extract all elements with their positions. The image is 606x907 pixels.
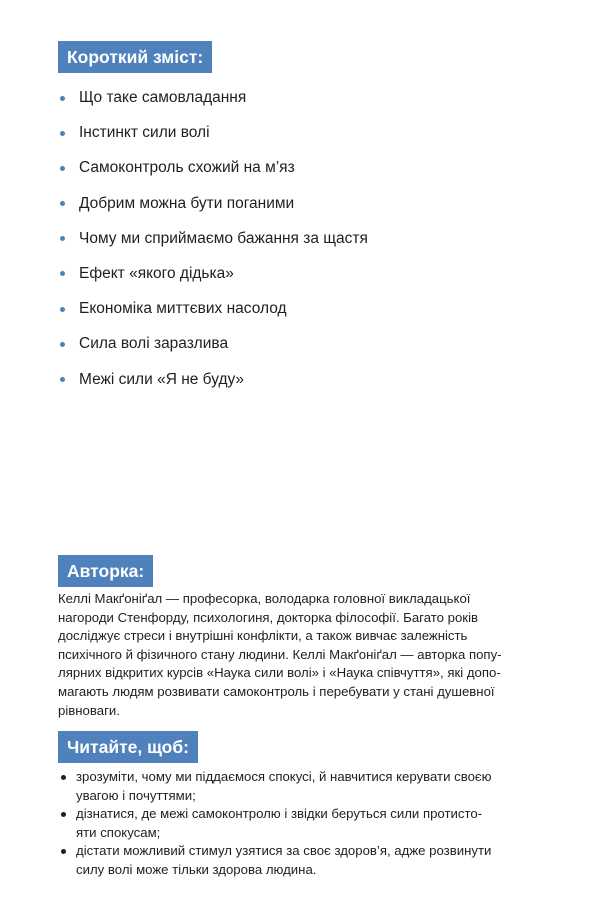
list-item	[60, 80, 368, 115]
author-text-line: нагороди Стенфорду, психологиня, докторка філософії. Багато років	[58, 609, 479, 625]
read-item-line: зрозуміти, чому ми піддаємося спокусі, й навчитися керувати своєю	[76, 769, 492, 784]
summary-list	[60, 80, 368, 397]
read-item-line: увагою і почуттями;	[76, 787, 196, 803]
author-text-line: психічного й фізичного стану людини. Келлі Макґоніґал — авторка попу-	[58, 646, 502, 662]
summary-item-label: Чому ми сприймаємо бажання за щастя	[79, 229, 368, 247]
read-item-line: дістати можливий стимул узятися за своє здоров’я, адже розвинути	[76, 843, 492, 859]
author-text-line: магають людям розвивати самоконтроль і перебувати у стані душевної	[58, 683, 495, 699]
bullet-icon	[60, 236, 65, 241]
bullet-icon	[61, 849, 66, 854]
author-text-line: рівноваги.	[58, 702, 120, 718]
author-text-line: лярних відкритих курсів «Наука сили волі» і «Наука співчуття», які допо-	[58, 665, 501, 681]
summary-item-label: Що таке самовладання	[79, 89, 247, 106]
bullet-icon	[60, 201, 65, 206]
bullet-icon	[60, 307, 65, 312]
bullet-icon	[60, 377, 65, 382]
bullet-icon	[60, 342, 65, 347]
summary-item-label: Межі сили «Я не буду»	[79, 370, 245, 388]
summary-item-label: Ефект «якого дідька»	[79, 264, 234, 282]
bullet-icon	[60, 166, 65, 171]
read-item-line: дізнатися, де межі самоконтролю і звідки беруться сили протисто-	[76, 806, 483, 822]
list-item	[60, 221, 368, 256]
author-text-line: досліджує стреси і внутрішні конфлікти, а також вивчає залежність	[58, 628, 468, 644]
summary-item-label: Самоконтроль схожий на м’яз	[79, 159, 295, 177]
list-item	[60, 186, 368, 221]
summary-item-label: Сила волі заразлива	[79, 335, 229, 353]
summary-item-label: Економіка миттєвих насолод	[79, 300, 287, 318]
list-item	[58, 805, 492, 842]
list-item	[60, 326, 368, 361]
list-item	[60, 256, 368, 291]
bullet-icon	[61, 775, 66, 780]
summary-item-label: Інстинкт сили волі	[79, 124, 210, 142]
list-item	[60, 115, 368, 150]
list-item	[60, 150, 368, 185]
author-text-line: Келлі Макґоніґал — професорка, володарка головної викладацької	[58, 591, 471, 606]
bullet-icon	[60, 131, 65, 136]
read-item-line: силу волі може тільки здорова людина.	[76, 861, 317, 877]
list-item	[58, 768, 492, 805]
bullet-icon	[60, 271, 65, 276]
list-item	[60, 362, 368, 397]
bullet-icon	[61, 812, 66, 817]
bullet-icon	[60, 96, 65, 101]
list-item	[58, 842, 492, 879]
read-heading: Читайте, щоб:	[58, 731, 198, 763]
list-item	[60, 291, 368, 326]
read-item-line: яти спокусам;	[76, 824, 161, 840]
read-list	[58, 768, 492, 880]
author-paragraph	[58, 590, 528, 720]
summary-item-label: Добрим можна бути поганими	[79, 194, 295, 212]
summary-heading: Короткий зміст:	[58, 41, 212, 73]
author-heading: Авторка:	[58, 555, 153, 587]
